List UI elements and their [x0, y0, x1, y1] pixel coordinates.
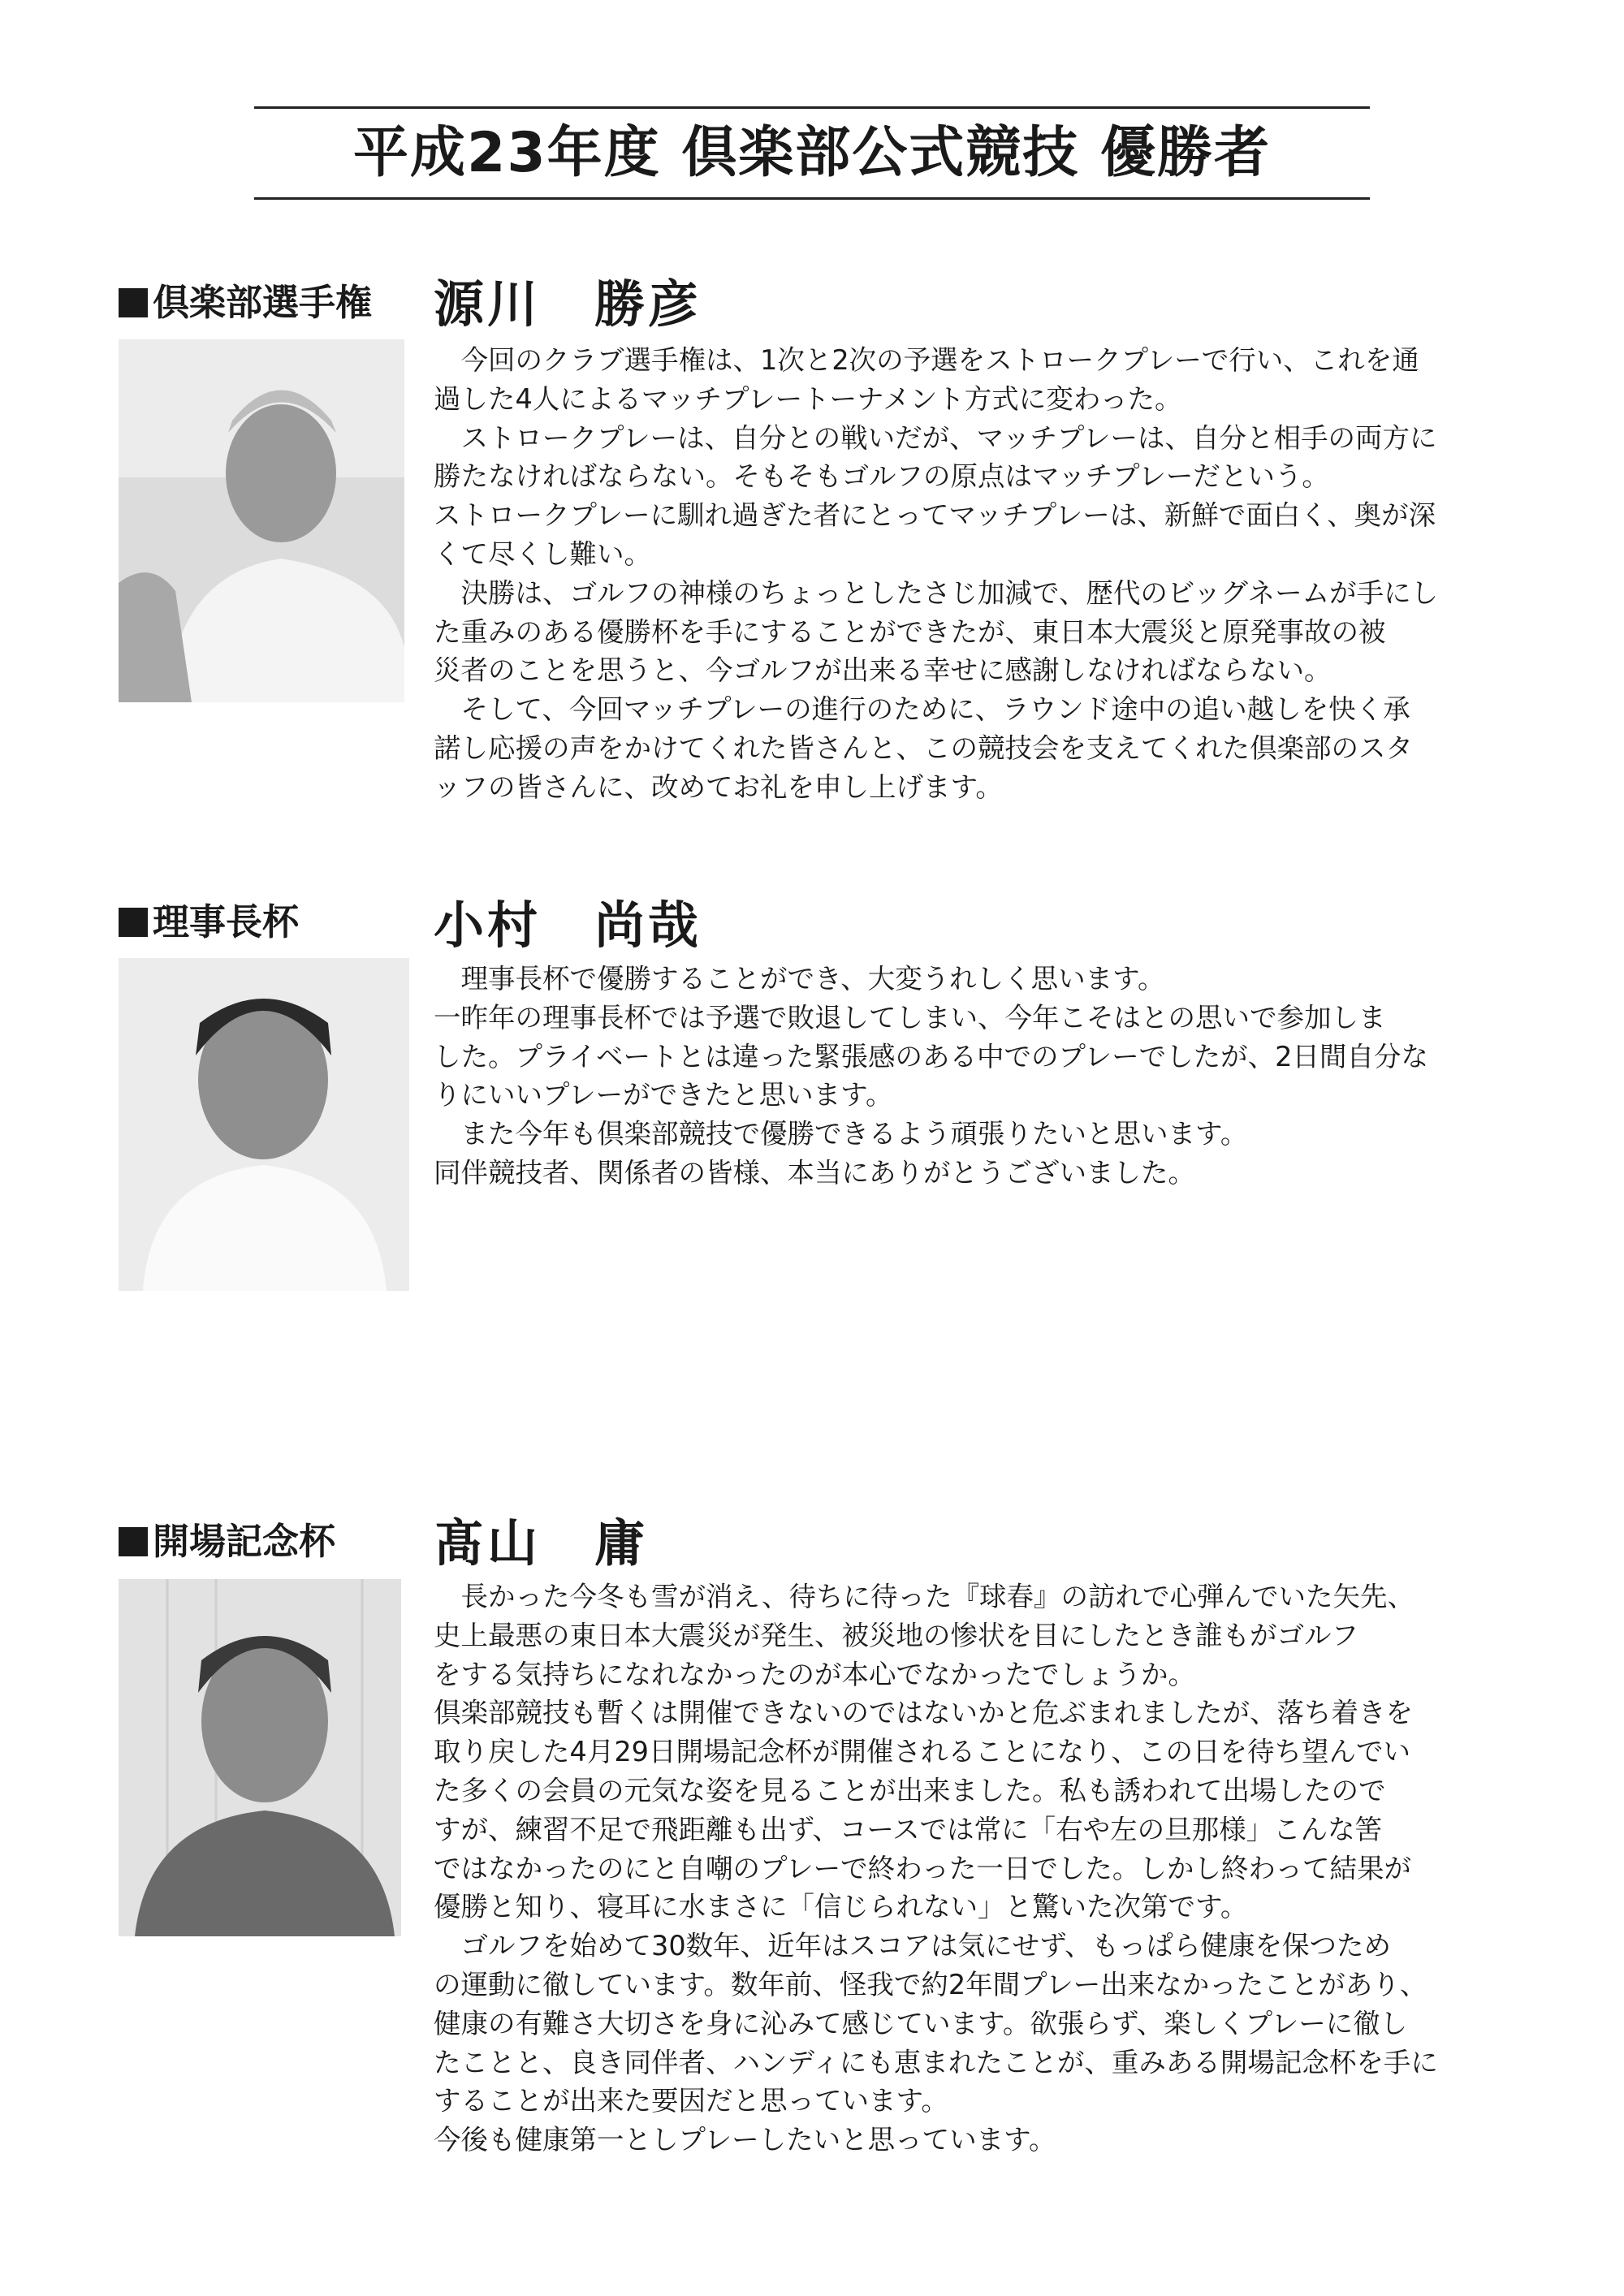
comment-line: 災者のことを思うと、今ゴルフが出来る幸せに感謝しなければならない。 [434, 654, 1332, 687]
comment-line: た重みのある優勝杯を手にすることができたが、東日本大震災と原発事故の被 [434, 615, 1386, 648]
comment-line: そして、今回マッチプレーの進行のために、ラウンド途中の追い越しを快く承 [434, 693, 1410, 726]
comment-line: たことと、良き同伴者、ハンディにも恵まれたことが、重みある開場記念杯を手に [434, 2046, 1438, 2078]
comment-line: ゴルフを始めて30数年、近年はスコアは気にせず、もっぱら健康を保つため [434, 1930, 1391, 1962]
square-bullet-icon [119, 288, 148, 317]
comment-line: の運動に徹しています。数年前、怪我で約2年間プレー出来なかったことがあり、 [434, 1968, 1427, 2000]
winner-comment [434, 960, 1514, 1193]
category-text: 開場記念杯 [153, 1520, 336, 1563]
comment-line: また今年も倶楽部競技で優勝できるよう頑張りたいと思います。 [434, 1118, 1248, 1150]
comment-line: ストロークプレーに馴れ過ぎた者にとってマッチプレーは、新鮮で面白く、奥が深 [434, 499, 1436, 532]
comment-line: 健康の有難さ大切さを身に沁みて感じています。欲張らず、楽しくプレーに徹し [434, 2007, 1408, 2039]
portrait-placeholder-icon [119, 958, 409, 1291]
comment-line: 優勝と知り、寝耳に水まさに「信じられない」と驚いた次第です。 [434, 1891, 1248, 1923]
comment-line: 決勝は、ゴルフの神様のちょっとしたさじ加減で、歴代のビッグネームが手にし [434, 576, 1439, 609]
category-text: 倶楽部選手権 [153, 281, 373, 324]
category-label [119, 900, 299, 945]
winner-photo [119, 1579, 401, 1936]
comment-line: 倶楽部競技も暫くは開催できないのではないかと危ぶまれましたが、落ち着きを [434, 1697, 1413, 1729]
comment-line: すが、練習不足で飛距離も出ず、コースでは常に「右や左の旦那様」こんな筈 [434, 1813, 1383, 1845]
comment-line: りにいいプレーができたと思います。 [434, 1079, 893, 1111]
category-label [119, 1519, 335, 1564]
comment-line: ではなかったのにと自嘲のプレーで終わった一日でした。しかし終わって結果が [434, 1852, 1411, 1884]
comment-line: 今回のクラブ選手権は、1次と2次の予選をストロークプレーで行い、これを通 [434, 344, 1419, 376]
comment-line: 今後も健康第一としプレーしたいと思っています。 [434, 2124, 1056, 2156]
winner-name: 髙山 庸 [434, 1513, 649, 1573]
comment-line: 取り戻した4月29日開場記念杯が開催されることになり、この日を待ち望んでい [434, 1736, 1410, 1768]
comment-line: 史上最悪の東日本大震災が発生、被災地の惨状を目にしたとき誰もがゴルフ [434, 1619, 1358, 1651]
category-label [119, 280, 372, 326]
portrait-placeholder-icon [119, 339, 404, 702]
comment-line: 理事長杯で優勝することができ、大変うれしく思います。 [434, 963, 1165, 995]
comment-line: 長かった今冬も雪が消え、待ちに待った『球春』の訪れで心弾んでいた矢先、 [434, 1581, 1415, 1612]
portrait-placeholder-icon [119, 1579, 401, 1936]
comment-line: ッフの皆さんに、改めてお礼を申し上げます。 [434, 770, 1003, 803]
comment-line: 諾し応援の声をかけてくれた皆さんと、この競技会を支えてくれた倶楽部のスタ [434, 732, 1413, 764]
comment-line: 一昨年の理事長杯では予選で敗退してしまい、今年こそはとの思いで参加しま [434, 1001, 1386, 1034]
square-bullet-icon [119, 908, 148, 937]
comment-line: 過した4人によるマッチプレートーナメント方式に変わった。 [434, 382, 1182, 415]
comment-line: することが出来た要因だと思っています。 [434, 2085, 948, 2117]
winner-name: 小村 尚哉 [434, 896, 702, 955]
comment-line: くて尽くし難い。 [434, 537, 651, 570]
comment-line: 勝たなければならない。そもそもゴルフの原点はマッチプレーだという。 [434, 460, 1329, 493]
winner-comment [434, 1577, 1514, 2160]
comment-line: ストロークプレーは、自分との戦いだが、マッチプレーは、自分と相手の両方に [434, 421, 1437, 454]
winner-photo [119, 339, 404, 702]
title-rule-top [254, 106, 1370, 109]
comment-line: 同伴競技者、関係者の皆様、本当にありがとうございました。 [434, 1156, 1195, 1189]
winner-comment [434, 341, 1514, 807]
square-bullet-icon [119, 1527, 148, 1556]
page-title: 平成23年度 倶楽部公式競技 優勝者 [353, 121, 1271, 185]
winner-name: 源川 勝彦 [434, 274, 702, 334]
comment-line: をする気持ちになれなかったのが本心でなかったでしょうか。 [434, 1658, 1195, 1690]
winner-photo [119, 958, 409, 1291]
comment-line: た多くの会員の元気な姿を見ることが出来ました。私も誘われて出場したので [434, 1774, 1386, 1806]
category-text: 理事長杯 [153, 900, 300, 943]
comment-line: した。プライベートとは違った緊張感のある中でのプレーでしたが、2日間自分な [434, 1040, 1428, 1072]
title-rule-bottom [254, 197, 1370, 200]
